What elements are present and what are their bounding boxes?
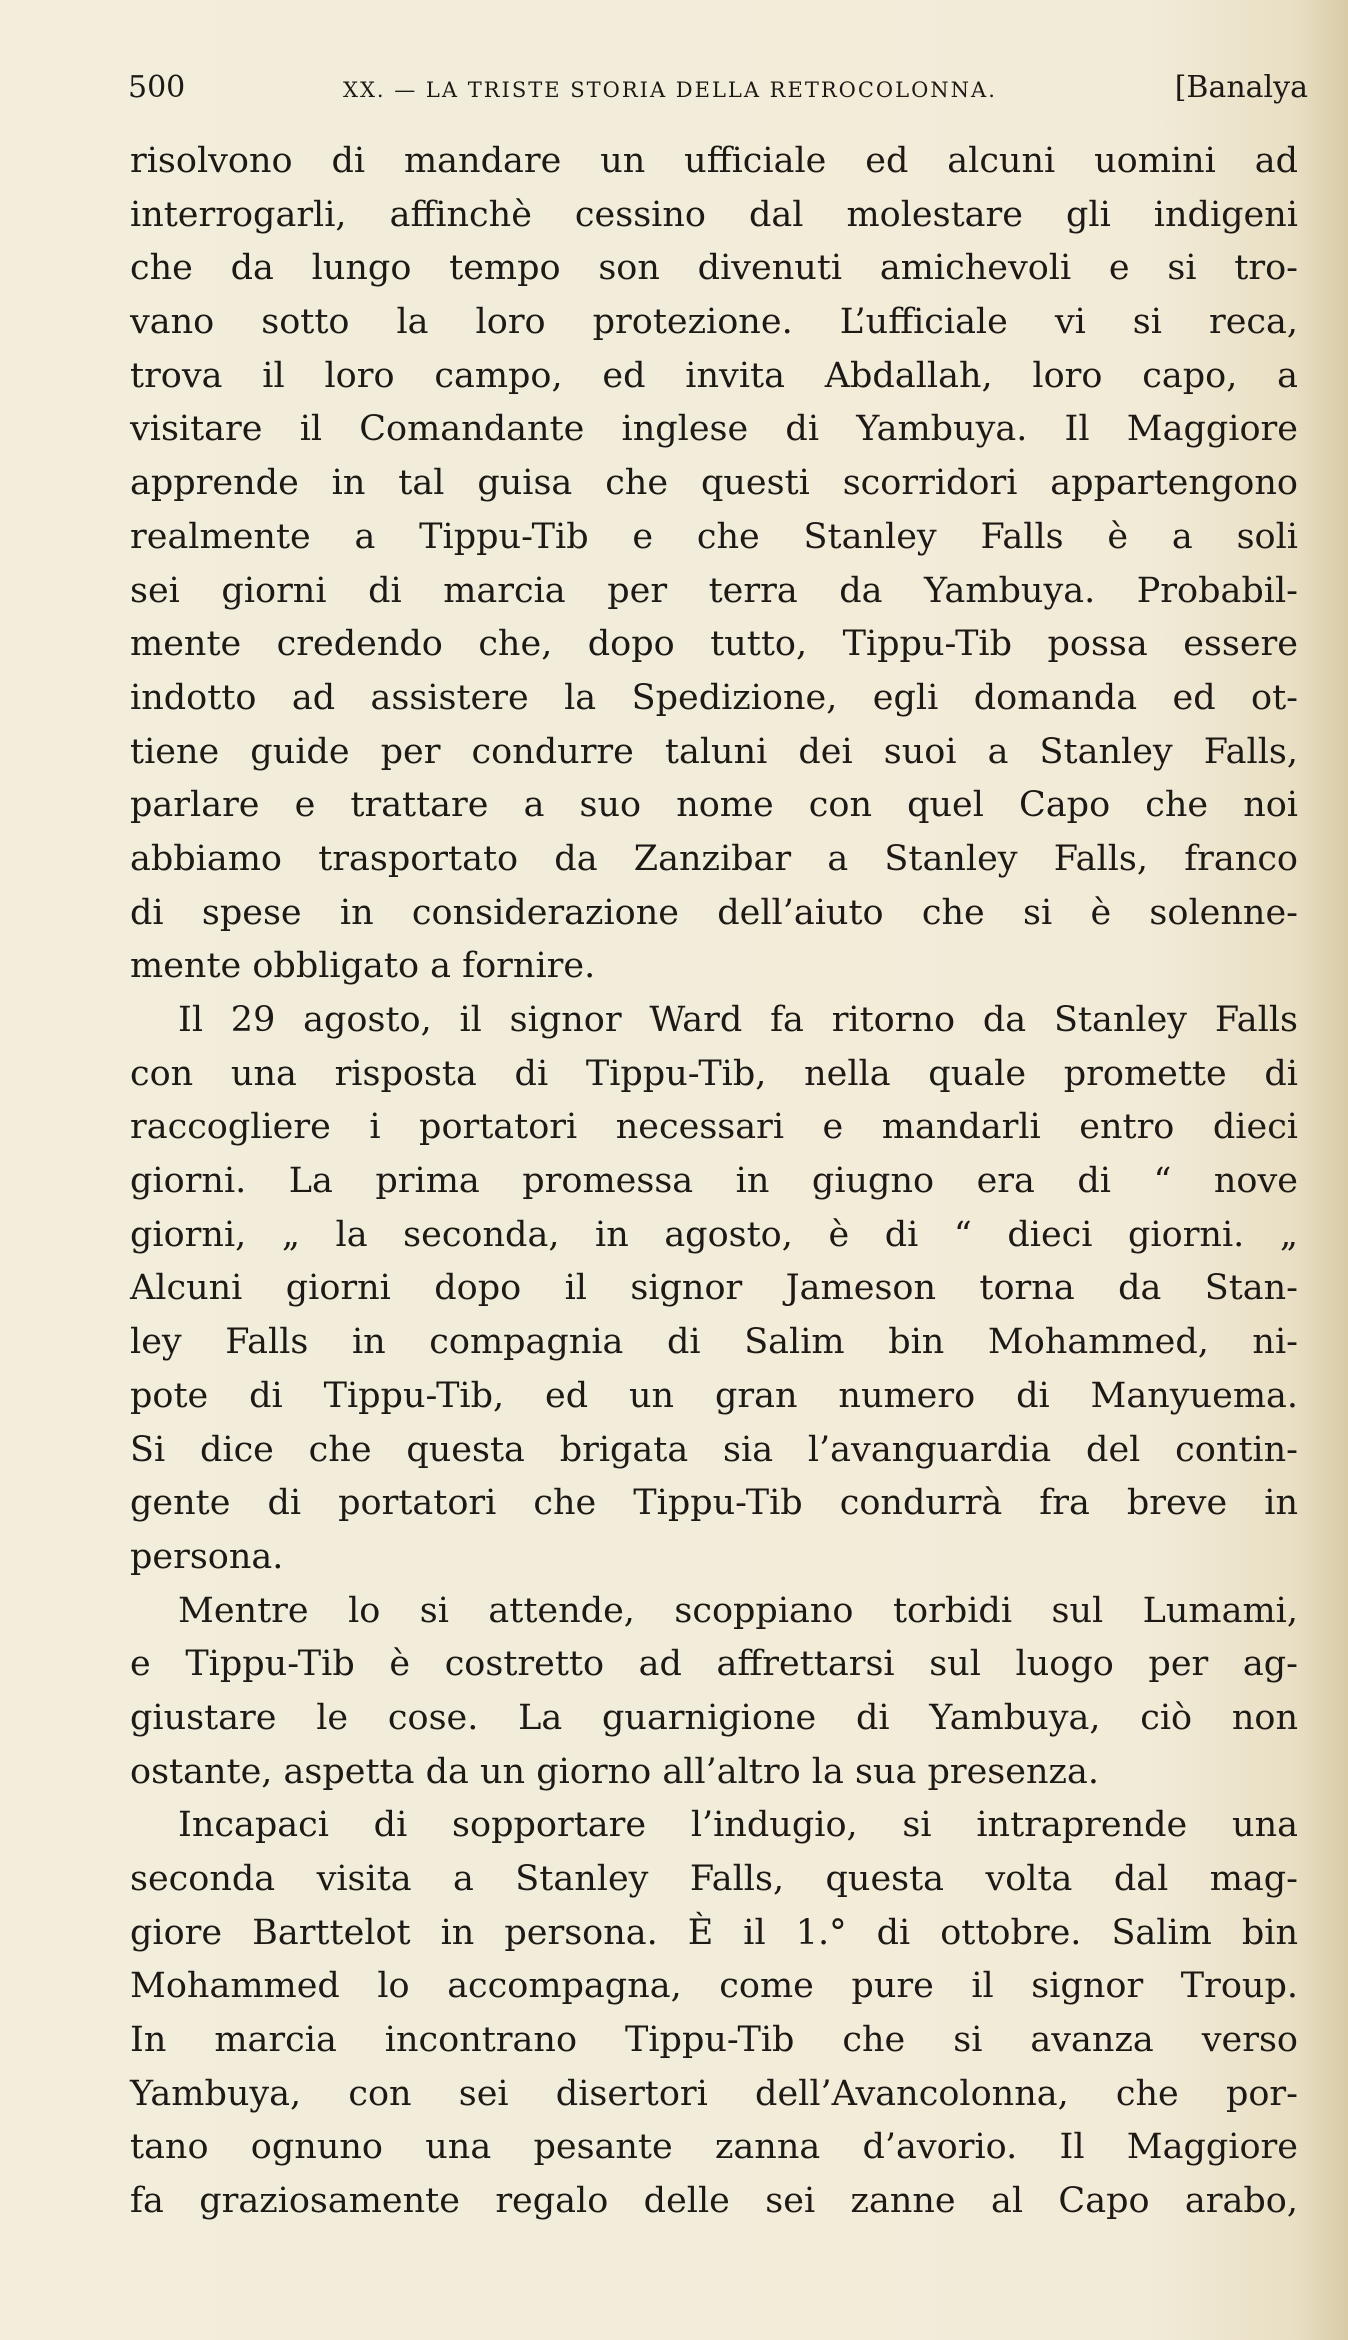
text-line: tiene guide per condurre taluni dei suoi a Stanley Falls, — [130, 731, 1298, 772]
page-header — [128, 70, 1308, 110]
text-line: Incapaci di sopportare l’indugio, si intraprende una — [178, 1805, 1298, 1846]
text-line: realmente a Tippu-Tib e che Stanley Falls è a soli — [130, 516, 1298, 557]
text-line: giustare le cose. La guarnigione di Yambuya, ciò non — [130, 1697, 1298, 1738]
text-line: di spese in considerazione dell’aiuto che si è solenne- — [130, 892, 1298, 933]
text-line: fa graziosamente regalo delle sei zanne al Capo arabo, — [130, 2181, 1298, 2222]
text-line: parlare e trattare a suo nome con quel Capo che noi — [130, 785, 1298, 826]
text-line: ostante, aspetta da un giorno all’altro la sua presenza. — [130, 1751, 1099, 1792]
text-line: apprende in tal guisa che questi scorridori appartengono — [130, 463, 1298, 504]
text-line: Mohammed lo accompagna, come pure il signor Troup. — [130, 1966, 1298, 2007]
header-place: [Banalya — [1174, 70, 1308, 105]
text-line: Yambuya, con sei disertori dell’Avancolonna, che por- — [130, 2073, 1298, 2114]
text-line: tano ognuno una pesante zanna d’avorio. Il Maggiore — [130, 2127, 1298, 2168]
text-line: Il 29 agosto, il signor Ward fa ritorno da Stanley Falls — [178, 1000, 1298, 1040]
text-line: Mentre lo si attende, scoppiano torbidi sul Lumami, — [178, 1590, 1298, 1631]
text-line: mente credendo che, dopo tutto, Tippu-Tib possa essere — [130, 624, 1298, 665]
text-line: abbiamo trasportato da Zanzibar a Stanley Falls, franco — [130, 838, 1298, 879]
running-title: XX. — LA TRISTE STORIA DELLA RETROCOLONNA. — [343, 78, 997, 102]
text-line: visitare il Comandante inglese di Yambuya. Il Maggiore — [130, 409, 1298, 450]
text-line: seconda visita a Stanley Falls, questa volta dal mag- — [130, 1859, 1298, 1899]
text-line: indotto ad assistere la Spedizione, egli domanda ed ot- — [130, 677, 1298, 718]
text-line: pote di Tippu-Tib, ed un gran numero di Manyuema. — [130, 1375, 1298, 1416]
text-line: risolvono di mandare un ufficiale ed alcuni uomini ad — [130, 141, 1298, 181]
text-line: giore Barttelot in persona. È il 1.° di ottobre. Salim bin — [130, 1912, 1298, 1953]
text-line: vano sotto la loro protezione. L’ufficiale vi si reca, — [130, 302, 1298, 343]
text-line: giorni. La prima promessa in giugno era di “ nove — [130, 1161, 1298, 1202]
text-line: gente di portatori che Tippu-Tib condurrà fra breve in — [130, 1483, 1298, 1524]
text-line: trova il loro campo, ed invita Abdallah, loro capo, a — [130, 355, 1298, 396]
text-line: con una risposta di Tippu-Tib, nella quale promette di — [130, 1053, 1298, 1094]
text-line: Si dice che questa brigata sia l’avanguardia del contin- — [130, 1429, 1298, 1470]
text-line: giorni, „ la seconda, in agosto, è di “ dieci giorni. „ — [130, 1214, 1298, 1255]
text-line: In marcia incontrano Tippu-Tib che si avanza verso — [130, 2020, 1298, 2061]
text-line: ley Falls in compagnia di Salim bin Mohammed, ni- — [130, 1322, 1298, 1363]
text-line: raccogliere i portatori necessari e mandarli entro dieci — [130, 1107, 1298, 1148]
body-text — [130, 135, 1298, 2229]
text-line: che da lungo tempo son divenuti amichevoli e si tro- — [130, 248, 1298, 289]
page-number: 500 — [128, 70, 186, 105]
text-line: sei giorni di marcia per terra da Yambuya. Probabil- — [130, 570, 1298, 611]
text-line: interrogarli, affinchè cessino dal molestare gli indigeni — [130, 194, 1298, 235]
text-line: mente obbligato a fornire. — [130, 946, 596, 987]
text-line: Alcuni giorni dopo il signor Jameson torna da Stan- — [130, 1268, 1298, 1309]
text-line: e Tippu-Tib è costretto ad affrettarsi sul luogo per ag- — [130, 1644, 1298, 1685]
text-line: persona. — [130, 1536, 284, 1577]
